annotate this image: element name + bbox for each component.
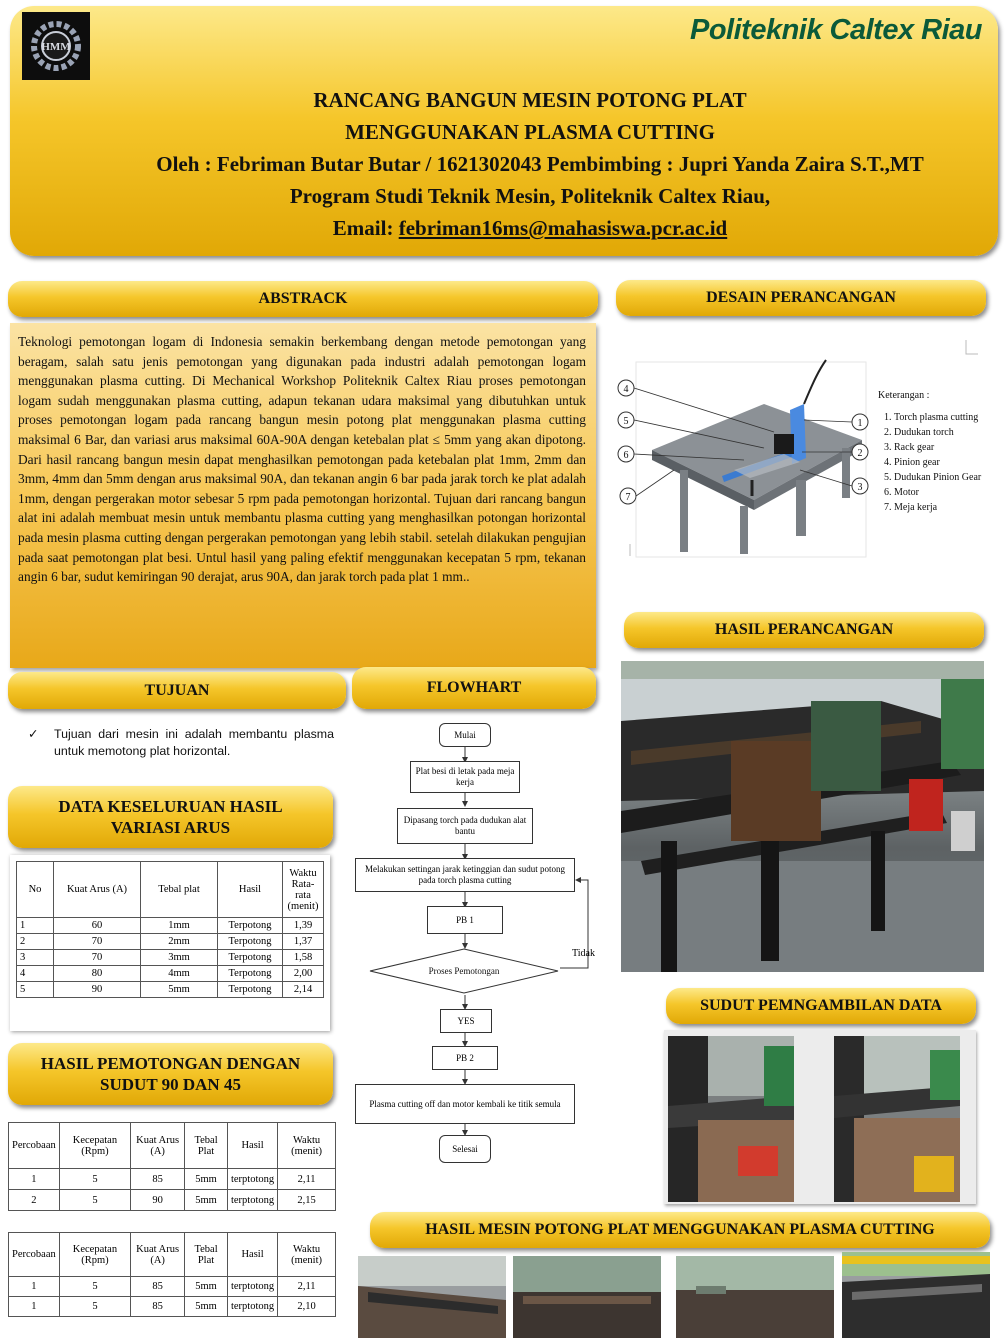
angle-photo-90-drawing <box>668 1036 794 1202</box>
goal-item <box>28 726 334 760</box>
callout-7: 7 <box>625 492 631 503</box>
title-line-1: RANCANG BANGUN MESIN POTONG PLAT <box>313 88 747 112</box>
goal-heading <box>8 672 346 709</box>
callout-5: 5 <box>623 416 629 427</box>
goal-heading-text: TUJUAN <box>144 681 210 699</box>
callout-4: 4 <box>623 384 629 395</box>
hmm-logo <box>22 12 90 80</box>
th-thickness: Tebal plat <box>141 862 218 918</box>
result-photo-4-drawing <box>842 1252 990 1338</box>
abstract-box <box>10 323 596 668</box>
flow-step-3: Melakukan settingan jarak ketinggian dan sudut potong pada torch plasma cutting <box>355 858 575 892</box>
flow-start: Mulai <box>439 723 491 747</box>
machine-result-heading-text: HASIL MESIN POTONG PLAT MENGGUNAKAN PLASMA CUTTING <box>425 1221 935 1238</box>
table-header-row <box>9 1233 336 1277</box>
result-photo-3 <box>676 1256 834 1338</box>
flow-step-4: PB 1 <box>427 906 503 934</box>
angle-photo-90 <box>668 1036 794 1202</box>
angle-data-heading <box>666 988 976 1024</box>
th-trial: Percobaan <box>9 1233 60 1277</box>
machine-photo-drawing <box>621 661 984 972</box>
table-row: 1 5 85 5mm terptotong 2,10 <box>9 1297 336 1317</box>
callout-3: 3 <box>857 482 863 493</box>
cutting-result-heading-text: HASIL PEMOTONGAN DENGAN SUDUT 90 DAN 45 <box>40 1053 301 1094</box>
table-row: 5 90 5mm Terpotong 2,14 <box>17 982 324 998</box>
design-result-heading-text: HASIL PERANCANGAN <box>714 621 894 638</box>
legend-list <box>878 411 996 514</box>
table-row: 3 70 3mm Terpotong 1,58 <box>17 950 324 966</box>
angle-photo-45-drawing <box>834 1036 960 1202</box>
table-row: 1 60 1mm Terpotong 1,39 <box>17 918 324 934</box>
result-photo-2-drawing <box>513 1256 661 1338</box>
callout-1: 1 <box>857 418 863 429</box>
legend-item: 2. Dudukan torch <box>894 426 996 439</box>
brand-name: Politeknik Caltex Riau <box>690 14 982 46</box>
th-no: No <box>17 862 54 918</box>
angle-data-heading-text: SUDUT PEMNGAMBILAN DATA <box>700 997 942 1014</box>
th-current: Kuat Arus (A) <box>131 1123 185 1169</box>
abstract-heading <box>8 281 598 317</box>
current-table <box>16 861 324 998</box>
flow-step-6: Plasma cutting off dan motor kembali ke titik semula <box>355 1084 575 1124</box>
legend-item: 6. Motor <box>894 486 996 499</box>
design-heading-text: DESAIN PERANCANGAN <box>706 289 896 306</box>
current-table-frame <box>10 855 330 1031</box>
current-data-heading-text: DATA KESELURUAN HASIL VARIASI ARUS <box>58 796 283 837</box>
flow-step-1: Plat besi di letak pada meja kerja <box>410 761 520 793</box>
th-trial: Percobaan <box>9 1123 60 1169</box>
current-data-heading <box>8 786 333 848</box>
th-result: Hasil <box>227 1123 277 1169</box>
machine-result-heading <box>370 1212 990 1248</box>
result-photo-4 <box>842 1252 990 1338</box>
table-row: 2 5 90 5mm terptotong 2,15 <box>9 1190 336 1211</box>
flowchart-heading <box>352 667 596 709</box>
th-thickness: Tebal Plat <box>185 1233 228 1277</box>
email-link[interactable]: febriman16ms@mahasiswa.pcr.ac.id <box>398 216 728 240</box>
angle-table-45 <box>8 1232 336 1317</box>
email-label: Email: <box>332 216 399 240</box>
flow-yes: YES <box>440 1009 492 1033</box>
flowchart-heading-text: FLOWHART <box>426 679 522 696</box>
th-speed: Kecepatan (Rpm) <box>59 1233 130 1277</box>
th-current: Kuat Arus (A) <box>131 1233 185 1277</box>
th-time: Waktu (menit) <box>278 1233 336 1277</box>
design-result-heading <box>624 612 984 648</box>
table-header-row <box>17 862 324 918</box>
th-thickness: Tebal Plat <box>185 1123 228 1169</box>
angle-photo-45 <box>834 1036 960 1202</box>
th-current: Kuat Arus (A) <box>54 862 141 918</box>
machine-photo <box>621 661 984 972</box>
th-speed: Kecepatan (Rpm) <box>59 1123 130 1169</box>
table-row: 2 70 2mm Terpotong 1,37 <box>17 934 324 950</box>
legend-title: Keterangan : <box>878 390 930 401</box>
flow-step-5: PB 2 <box>432 1046 498 1070</box>
legend-item: 4. Pinion gear <box>894 456 996 469</box>
legend-item: 5. Dudukan Pinion Gear <box>894 471 996 484</box>
gear-icon <box>22 12 90 80</box>
goal-text: Tujuan dari mesin ini adalah membantu plasma untuk memotong plat horizontal. <box>54 727 334 758</box>
angle-table-90 <box>8 1122 336 1211</box>
poster-title <box>80 84 980 244</box>
program-line: Program Studi Teknik Mesin, Politeknik Caltex Riau, <box>289 184 771 208</box>
author-line: Oleh : Febriman Butar Butar / 1621302043 Pembimbing : Jupri Yanda Zaira S.T.,MT <box>156 152 924 176</box>
flow-decision-label: Proses Pemotongan <box>428 966 500 976</box>
brand-logo <box>690 14 1000 54</box>
legend-item: 3. Rack gear <box>894 441 996 454</box>
flow-no-label: Tidak <box>572 948 595 959</box>
callout-6: 6 <box>623 450 629 461</box>
title-line-2: MENGGUNAKAN PLASMA CUTTING <box>345 120 715 144</box>
email-line <box>80 212 980 244</box>
result-photo-1 <box>358 1256 506 1338</box>
logo-text: HMM <box>41 41 71 53</box>
th-time: Waktu Rata-rata (menit) <box>283 862 324 918</box>
result-photo-2 <box>513 1256 661 1338</box>
flow-end: Selesai <box>439 1135 491 1163</box>
abstract-text: Teknologi pemotongan logam di Indonesia semakin berkembang dengan metode pemotongan yang beragam, salah satu jenis pemotongan yang digunakan pada industri adalah pemotongan logam menggunakan plasma cutting. Di Mechanical Workshop Politeknik Caltex Riau proses pemotongan logam sudah menggunakan plasma cutting, adapun tekanan udara maksimal yang dibutuhkan untuk proses pemotongan logam pada rancang bangun mesin potong plat menggunakan plasma cutting maksimal 6 Bar, dan variasi arus maksimal 60A-90A dengan ketebalan plat ≤ 5mm yang akan dipotong. Dari hasil rancang bangun mesin dapat menghasilkan pemotongan pada ketebalan plat 1mm, 2mm dan 3mm, 4mm dan 5mm dengan arus maksimal 90A, dan tekanan angin 6 bar pada jarak torch ke plat adalah 1mm, dengan pergerakan motor sebesar 5 rpm pada pemotongan horizontal. Tujuan dari rancang bangun alat ini adalah membuat mesin untuk membantu plasma cutting yang menghasilkan potongan horizontal pada mesin plasma cutting dengan pergerakan pemotongan yang lebih stabil. setelah dilakukan pengujian pada saat pemotongan plat besi. Untul hasil yang paling efektif menggunakan kecepatan 5 rpm, tekanan angin 6 bar, sudut kemiringan 90 derajat, arus 90A, dan jarak torch pada plat 1 mm.. <box>18 334 586 585</box>
flow-step-2: Dipasang torch pada dudukan alat bantu <box>397 808 533 844</box>
abstract-heading-text: ABSTRACK <box>258 290 348 307</box>
table-row: 1 5 85 5mm terptotong 2,11 <box>9 1277 336 1297</box>
design-heading <box>616 280 986 316</box>
table-row: 4 80 4mm Terpotong 2,00 <box>17 966 324 982</box>
th-result: Hasil <box>218 862 283 918</box>
callout-2: 2 <box>857 448 863 459</box>
th-result: Hasil <box>227 1233 277 1277</box>
legend-item: 1. Torch plasma cutting <box>894 411 996 424</box>
table-row: 1 5 85 5mm terptotong 2,11 <box>9 1169 336 1190</box>
cutting-result-heading <box>8 1043 333 1105</box>
flow-decision <box>368 947 560 995</box>
design-legend <box>878 389 996 514</box>
table-header-row <box>9 1123 336 1169</box>
checkmark-icon: ✓ <box>28 727 39 741</box>
result-photo-1-drawing <box>358 1256 506 1338</box>
result-photo-3-drawing <box>676 1256 834 1338</box>
th-time: Waktu (menit) <box>278 1123 336 1169</box>
legend-item: 7. Meja kerja <box>894 501 996 514</box>
